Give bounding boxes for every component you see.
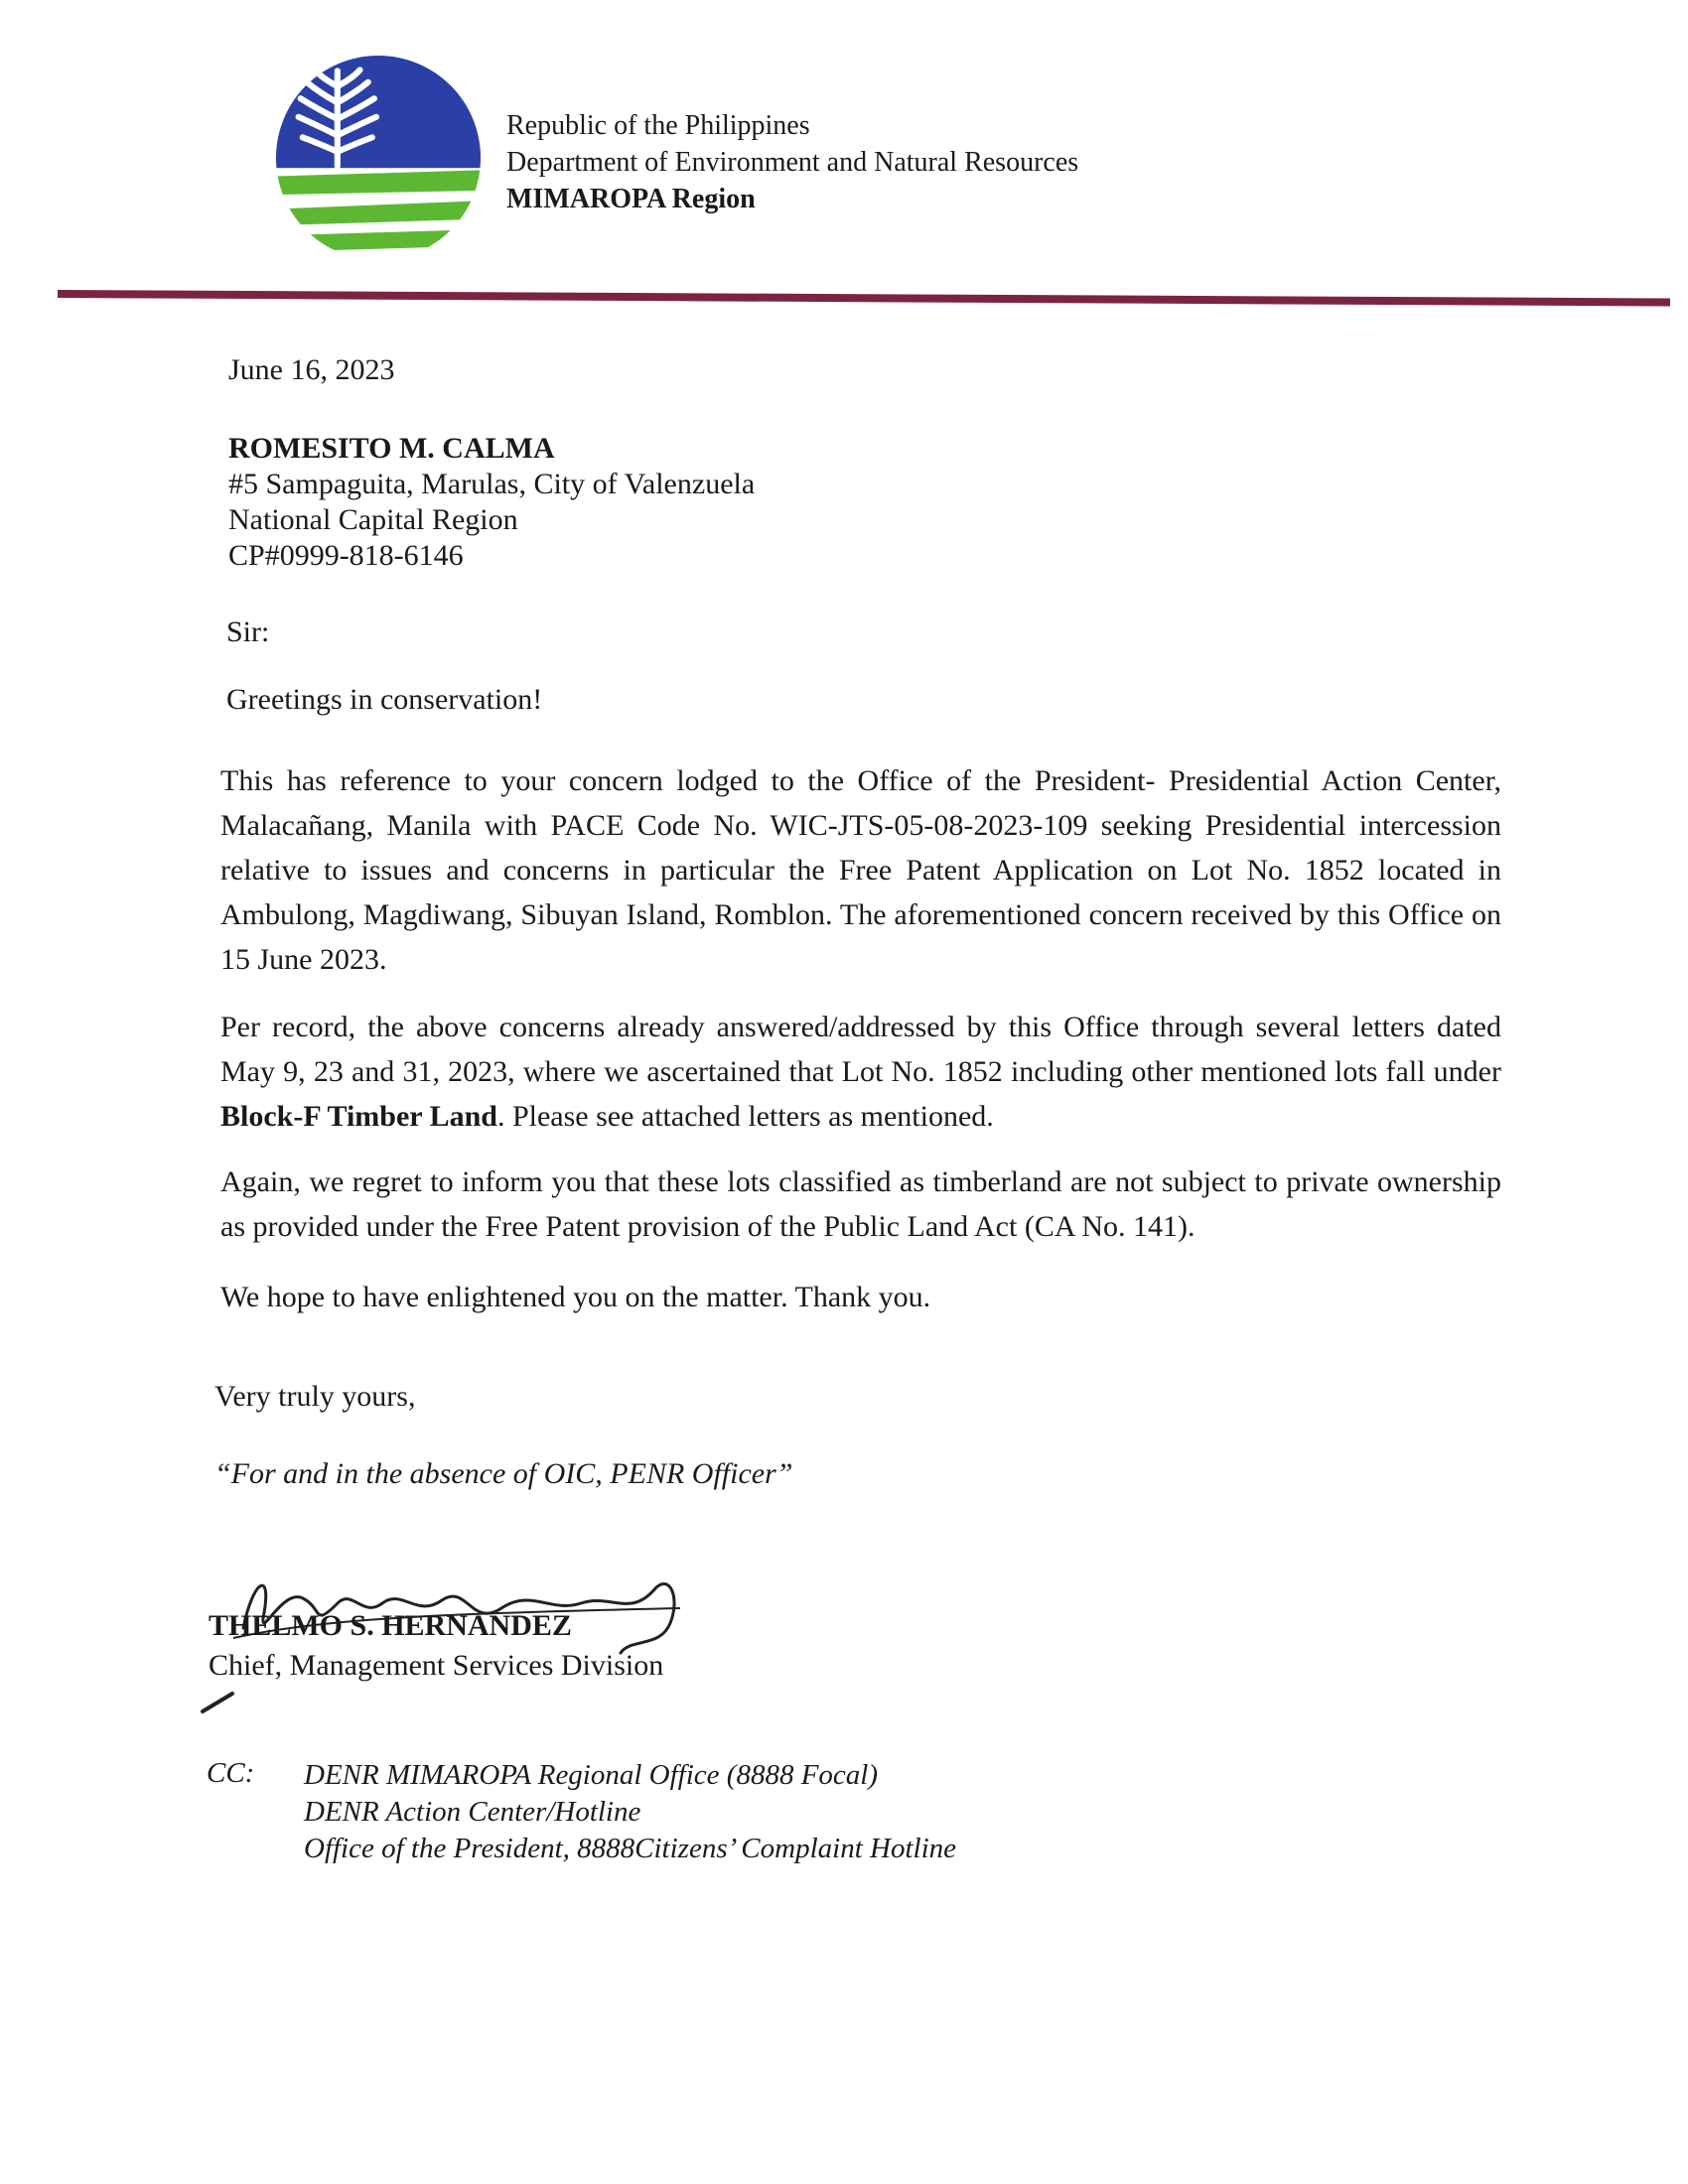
agency-line-1: Republic of the Philippines — [506, 110, 810, 141]
paragraph-2-bold: Block-F Timber Land — [220, 1100, 497, 1133]
recipient-phone: CP#0999-818-6146 — [228, 539, 464, 572]
paragraph-1: This has reference to your concern lodged to the Office of the President- Presidential Action Center, Malacañang, Manila with PACE Code No. WIC-JTS-05-08-2023-109 seeking Presidential intercession relative to issues and concerns in particular the Free Patent Application on Lot No. 1852 located in Ambulong, Magdiwang, Sibuyan Island, Romblon. The aforementioned concern received by this Office on 15 June 2023. — [220, 764, 1501, 976]
cc-item: DENR Action Center/Hotline — [304, 1796, 641, 1828]
signer-block — [209, 1606, 663, 1686]
paragraph-3: Again, we regret to inform you that these lots classified as timberland are not subject to private ownership as provided under the Free Patent provision of the Public Land Act (CA No. 141). — [220, 1165, 1501, 1243]
recipient-block — [228, 431, 755, 574]
recipient-address-2: National Capital Region — [228, 503, 518, 536]
signer-name: THELMO S. HERNANDEZ — [209, 1609, 572, 1642]
agency-line-2: Department of Environment and Natural Resources — [506, 147, 1079, 178]
agency-line-3: MIMAROPA Region — [506, 184, 756, 214]
cc-item: DENR MIMAROPA Regional Office (8888 Focal) — [304, 1759, 878, 1791]
letter-date: June 16, 2023 — [228, 353, 395, 386]
greeting: Greetings in conservation! — [226, 683, 543, 716]
recipient-name: ROMESITO M. CALMA — [228, 432, 555, 465]
agency-header — [506, 107, 1078, 217]
denr-logo-icon — [276, 56, 481, 260]
paragraph-4: We hope to have enlightened you on the matter. Thank you. — [220, 1281, 931, 1313]
header-divider — [58, 290, 1670, 307]
initial-mark-icon — [199, 1688, 238, 1717]
cc-item: Office of the President, 8888Citizens’ Complaint Hotline — [304, 1833, 957, 1864]
cc-list — [304, 1757, 956, 1867]
paragraph-2 — [220, 1005, 1501, 1139]
absence-note: “For and in the absence of OIC, PENR Officer” — [214, 1457, 793, 1490]
signer-title: Chief, Management Services Division — [209, 1649, 664, 1682]
recipient-address-1: #5 Sampaguita, Marulas, City of Valenzuela — [228, 468, 756, 500]
cc-label: CC: — [207, 1757, 255, 1789]
salutation: Sir: — [226, 615, 270, 648]
closing: Very truly yours, — [214, 1380, 416, 1413]
paragraph-2-text-b: . Please see attached letters as mentioned. — [496, 1100, 994, 1133]
paragraph-2-text-a: Per record, the above concerns already answered/addressed by this Office through several letters dated May 9, 23 and 31, 2023, where we ascertained that Lot No. 1852 including other mentioned lots fall under — [220, 1011, 1501, 1088]
